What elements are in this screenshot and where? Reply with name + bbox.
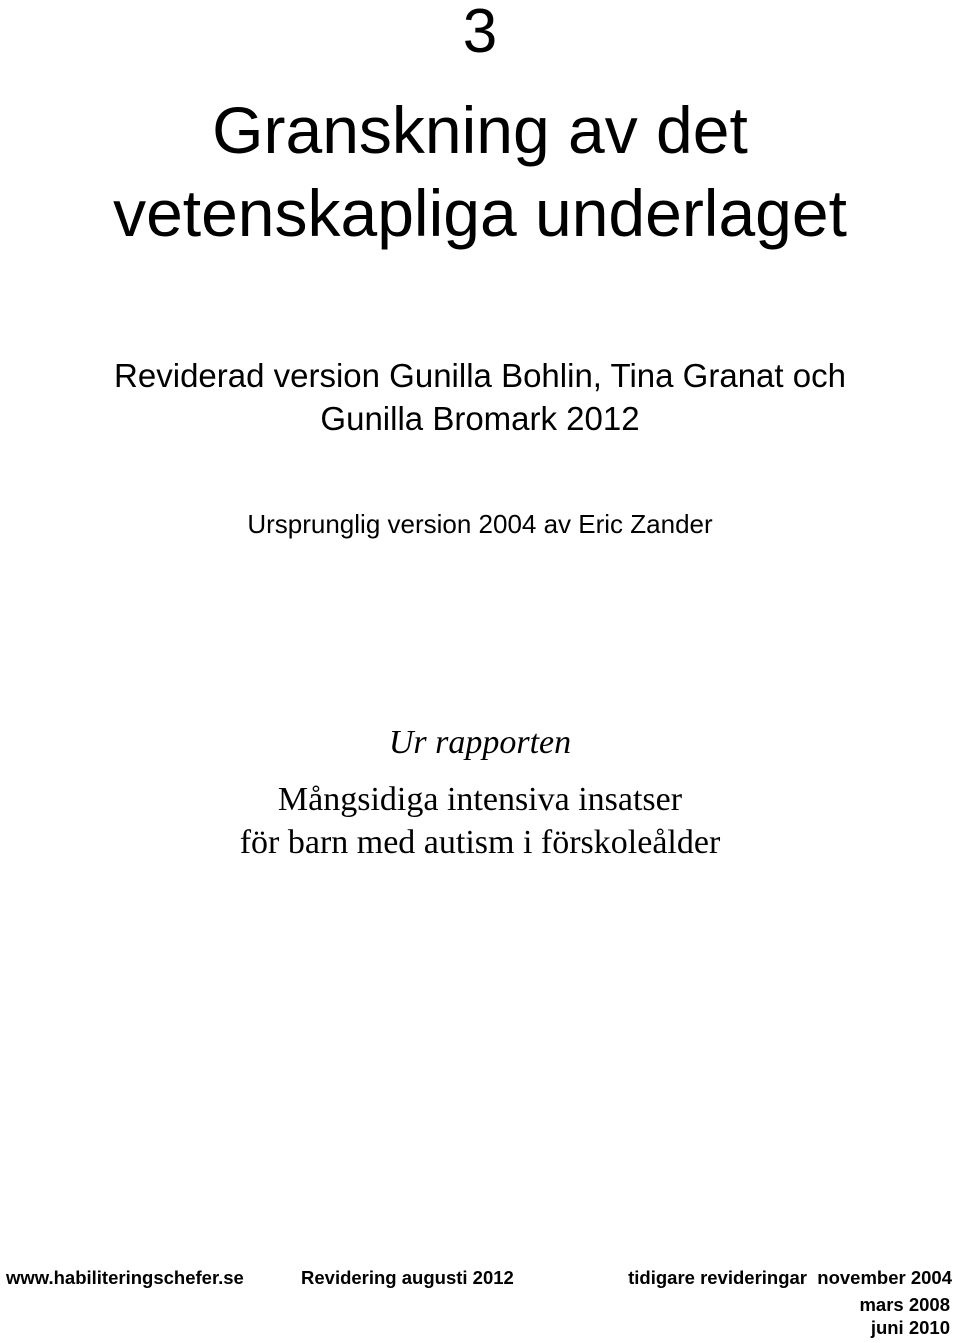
source-label: Ur rapporten <box>388 724 572 761</box>
page-title-line-2: vetenskapliga underlaget <box>113 176 847 250</box>
footer-website: www.habiliteringschefer.se <box>6 1267 244 1288</box>
authors-line-2: Gunilla Bromark 2012 <box>320 400 640 437</box>
footer-earlier-revisions: tidigare revideringar november 2004 <box>628 1267 952 1288</box>
chapter-number: 3 <box>462 0 498 66</box>
footer-revision-date: Revidering augusti 2012 <box>301 1267 514 1288</box>
authors-line-1: Reviderad version Gunilla Bohlin, Tina Granat och <box>114 357 846 394</box>
original-version-note: Ursprunglig version 2004 av Eric Zander <box>247 509 713 539</box>
footer-earlier-revision-date: mars 2008 <box>859 1294 950 1315</box>
report-title-line-2: för barn med autism i förskoleålder <box>239 824 721 861</box>
page-title-line-1: Granskning av det <box>212 93 748 167</box>
report-title-line-1: Mångsidiga intensiva insatser <box>277 781 683 818</box>
footer-earlier-revision-date: juni 2010 <box>870 1317 950 1338</box>
